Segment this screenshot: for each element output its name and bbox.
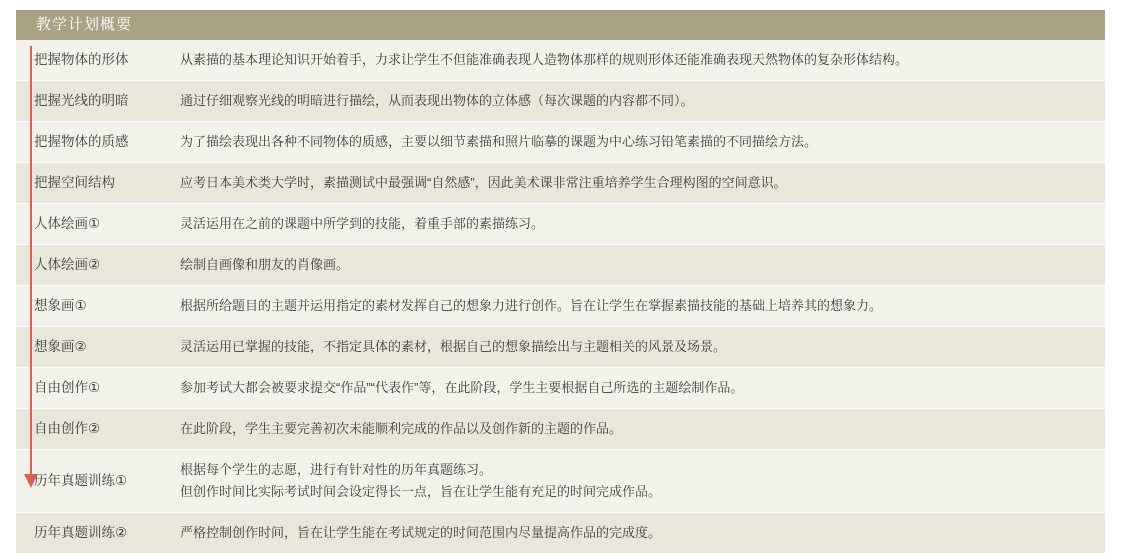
row-title: 想象画①: [34, 298, 87, 313]
table-row: [16, 368, 1105, 409]
row-description-line: 灵活运用在之前的课题中所学到的技能，着重手部的素描练习。: [180, 216, 545, 231]
row-description-line: 应考日本美术类大学时，素描测试中最强调“自然感”，因此美术课非常注重培养学生合理构图的空间意识。: [180, 175, 787, 190]
row-description-line: 灵活运用已掌握的技能，不指定具体的素材，根据自己的想象描绘出与主题相关的风景及场景。: [180, 339, 727, 354]
row-description-line: 从素描的基本理论知识开始着手，力求让学生不但能准确表现人造物体那样的规则形体还能准确表现天然物体的复杂形体结构。: [180, 52, 909, 67]
table-row: [16, 81, 1105, 122]
row-title: 历年真题训练②: [34, 525, 128, 540]
table-row: [16, 327, 1105, 368]
row-description: [166, 450, 1105, 512]
row-description-line: 但创作时间比实际考试时间会设定得长一点，旨在让学生能有充足的时间完成作品。: [180, 484, 662, 499]
row-title: 把握空间结构: [34, 175, 115, 190]
row-description: [166, 122, 1105, 162]
row-title: 自由创作②: [34, 421, 101, 436]
table-body: [16, 40, 1105, 554]
row-title: 人体绘画②: [34, 257, 101, 272]
row-description: [166, 409, 1105, 449]
row-description-line: 根据所给题目的主题并运用指定的素材发挥自己的想象力进行创作。旨在让学生在掌握素描技能的基础上培养其的想象力。: [180, 298, 883, 313]
row-title: 把握物体的质感: [34, 134, 129, 149]
row-description-line: 在此阶段，学生主要完善初次未能顺利完成的作品以及创作新的主题的作品。: [180, 421, 623, 436]
table-row: [16, 163, 1105, 204]
row-description: [166, 245, 1105, 285]
row-description-line: 绘制自画像和朋友的肖像画。: [180, 257, 350, 272]
row-description: [166, 40, 1105, 80]
row-title: 把握光线的明暗: [34, 93, 129, 108]
row-title: 人体绘画①: [34, 216, 101, 231]
table-row: [16, 204, 1105, 245]
row-title: 历年真题训练①: [34, 473, 128, 488]
row-description-line: 为了描绘表现出各种不同物体的质感，主要以细节素描和照片临摹的课题为中心练习铅笔素描的不同描绘方法。: [180, 134, 818, 149]
table-row: [16, 122, 1105, 163]
table-row: [16, 40, 1105, 81]
row-title: 自由创作①: [34, 380, 101, 395]
table-row: [16, 245, 1105, 286]
table-row: [16, 286, 1105, 327]
row-description: [166, 286, 1105, 326]
row-description: [166, 163, 1105, 203]
table-row: [16, 513, 1105, 554]
row-title: 把握物体的形体: [34, 52, 129, 67]
row-title: 想象画②: [34, 339, 87, 354]
row-description-line: 参加考试大都会被要求提交“作品”“代表作”等，在此阶段，学生主要根据自己所选的主题绘制作品。: [180, 380, 744, 395]
row-description: [166, 204, 1105, 244]
teaching-plan-table: [16, 10, 1105, 554]
row-description-line: 通过仔细观察光线的明暗进行描绘，从而表现出物体的立体感（每次课题的内容都不同）。: [180, 93, 694, 108]
table-header-title: 教学计划概要: [16, 10, 1105, 40]
row-description-line: 根据每个学生的志愿，进行有针对性的历年真题练习。: [180, 462, 493, 477]
table-row: [16, 409, 1105, 450]
row-description: [166, 327, 1105, 367]
table-row: [16, 450, 1105, 513]
row-description: [166, 81, 1105, 121]
row-description: [166, 513, 1105, 553]
row-description-line: 严格控制创作时间，旨在让学生能在考试规定的时间范围内尽量提高作品的完成度。: [180, 525, 662, 540]
row-description: [166, 368, 1105, 408]
